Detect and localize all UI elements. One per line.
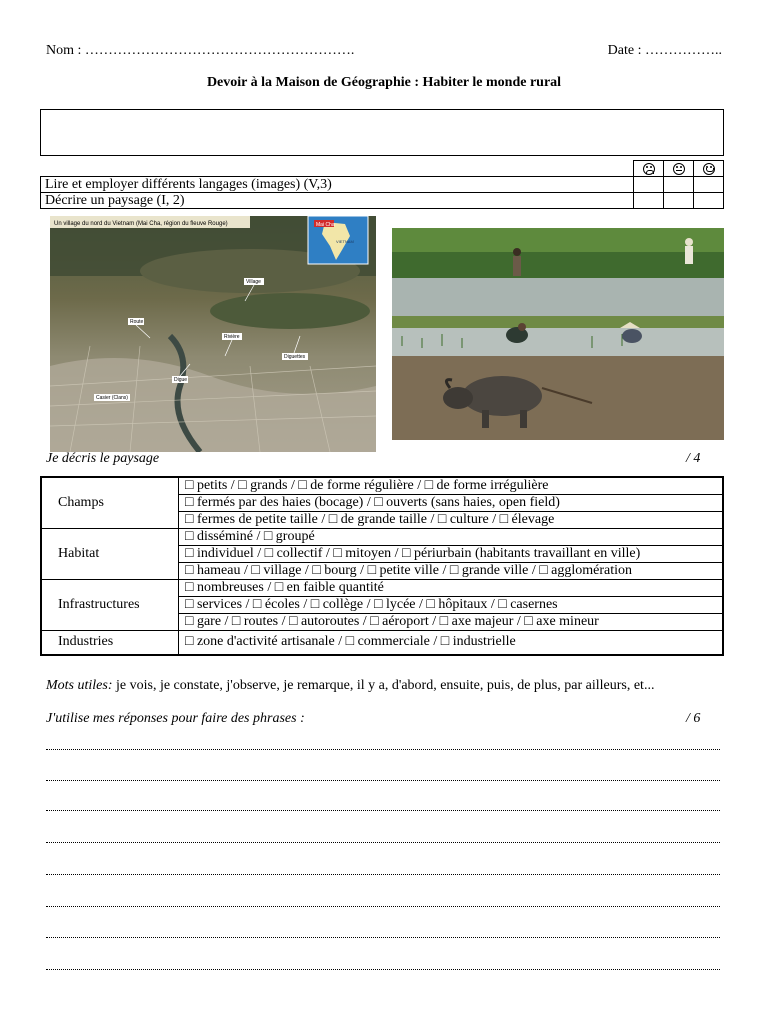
writing-line[interactable] xyxy=(46,798,720,811)
table-row xyxy=(41,477,723,495)
photo-label-riviere: Rivière xyxy=(224,334,240,340)
writing-line[interactable] xyxy=(46,737,720,750)
competence-cell xyxy=(634,177,664,193)
competence-label: Lire et employer différents langages (images) (V,3) xyxy=(41,177,634,193)
photo-label-route: Route xyxy=(130,319,144,325)
useful-words xyxy=(46,678,654,694)
rice-paddy-photo xyxy=(392,228,724,440)
writing-line[interactable] xyxy=(46,768,720,781)
sad-face-icon xyxy=(643,163,655,175)
competence-row xyxy=(41,177,724,193)
competence-cell xyxy=(694,177,724,193)
writing-line[interactable] xyxy=(46,830,720,843)
photo-label-digue: Digue xyxy=(174,377,188,383)
photo-label-diguettes: Diguettes xyxy=(284,354,306,360)
competence-cell xyxy=(664,177,694,193)
competence-label: Décrire un paysage (I, 2) xyxy=(41,193,634,209)
category-infrastructures: Infrastructures xyxy=(41,580,179,631)
inset-label-maicha: Mai Cha xyxy=(316,222,335,228)
page-title: Devoir à la Maison de Géographie : Habiter le monde rural xyxy=(206,75,562,90)
table-row xyxy=(41,529,723,546)
category-industries: Industries xyxy=(41,631,179,655)
photo-caption: Un village du nord du Vietnam (Mai Cha, région du fleuve Rouge) xyxy=(54,221,228,227)
photo-label-village: Village xyxy=(246,279,261,285)
table-row xyxy=(41,631,723,655)
useful-words-label: Mots utiles: xyxy=(46,678,113,693)
competence-cell xyxy=(634,193,664,209)
photo-label-casier: Casier (Clans) xyxy=(96,395,128,401)
writing-line[interactable] xyxy=(46,862,720,875)
landscape-checkbox-table xyxy=(40,476,724,656)
checkbox-line[interactable]: □ zone d'activité artisanale / □ commerciale / □ industrielle xyxy=(179,631,724,655)
checkbox-line[interactable]: □ nombreuses / □ en faible quantité xyxy=(179,580,724,597)
date-field-label: Date : …………….. xyxy=(607,43,722,58)
checkbox-line[interactable]: □ gare / □ routes / □ autoroutes / □ aéroport / □ axe majeur / □ axe mineur xyxy=(179,614,724,631)
competences-header-row xyxy=(41,161,724,177)
happy-face-icon xyxy=(703,163,715,175)
inset-label-vietnam: VIETNAM xyxy=(336,239,354,244)
useful-words-text: je vois, je constate, j'observe, je remarque, il y a, d'abord, ensuite, puis, de plus, par ailleurs, et... xyxy=(112,678,655,693)
competence-row xyxy=(41,193,724,209)
checkbox-line[interactable]: □ petits / □ grands / □ de forme régulière / □ de forme irrégulière xyxy=(179,477,724,495)
writing-line[interactable] xyxy=(46,957,720,970)
score-6: / 6 xyxy=(686,711,701,726)
village-aerial-photo xyxy=(50,216,376,452)
checkbox-line[interactable]: □ fermés par des haies (bocage) / □ ouverts (sans haies, open field) xyxy=(179,495,724,512)
checkbox-line[interactable]: □ hameau / □ village / □ bourg / □ petite ville / □ grande ville / □ agglomération xyxy=(179,563,724,580)
location-map-inset xyxy=(308,216,368,264)
writing-line[interactable] xyxy=(46,894,720,907)
neutral-face-icon xyxy=(673,163,685,175)
writing-line[interactable] xyxy=(46,925,720,938)
category-habitat: Habitat xyxy=(41,529,179,580)
competence-cell xyxy=(664,193,694,209)
checkbox-line[interactable]: □ services / □ écoles / □ collège / □ lycée / □ hôpitaux / □ casernes xyxy=(179,597,724,614)
checkbox-line[interactable]: □ individuel / □ collectif / □ mitoyen / □ périurbain (habitants travaillant en ville) xyxy=(179,546,724,563)
score-4: / 4 xyxy=(686,451,701,466)
checkbox-line[interactable]: □ fermes de petite taille / □ de grande taille / □ culture / □ élevage xyxy=(179,512,724,529)
category-champs: Champs xyxy=(41,477,179,529)
empty-answer-box xyxy=(40,109,724,156)
table-row xyxy=(41,580,723,597)
section-label-sentences: J'utilise mes réponses pour faire des phrases : xyxy=(46,711,305,726)
checkbox-line[interactable]: □ disséminé / □ groupé xyxy=(179,529,724,546)
name-field-label: Nom : …………………………………………………. xyxy=(46,43,355,58)
section-label-describe: Je décris le paysage xyxy=(46,451,160,466)
competences-table xyxy=(40,160,724,209)
competence-cell xyxy=(694,193,724,209)
